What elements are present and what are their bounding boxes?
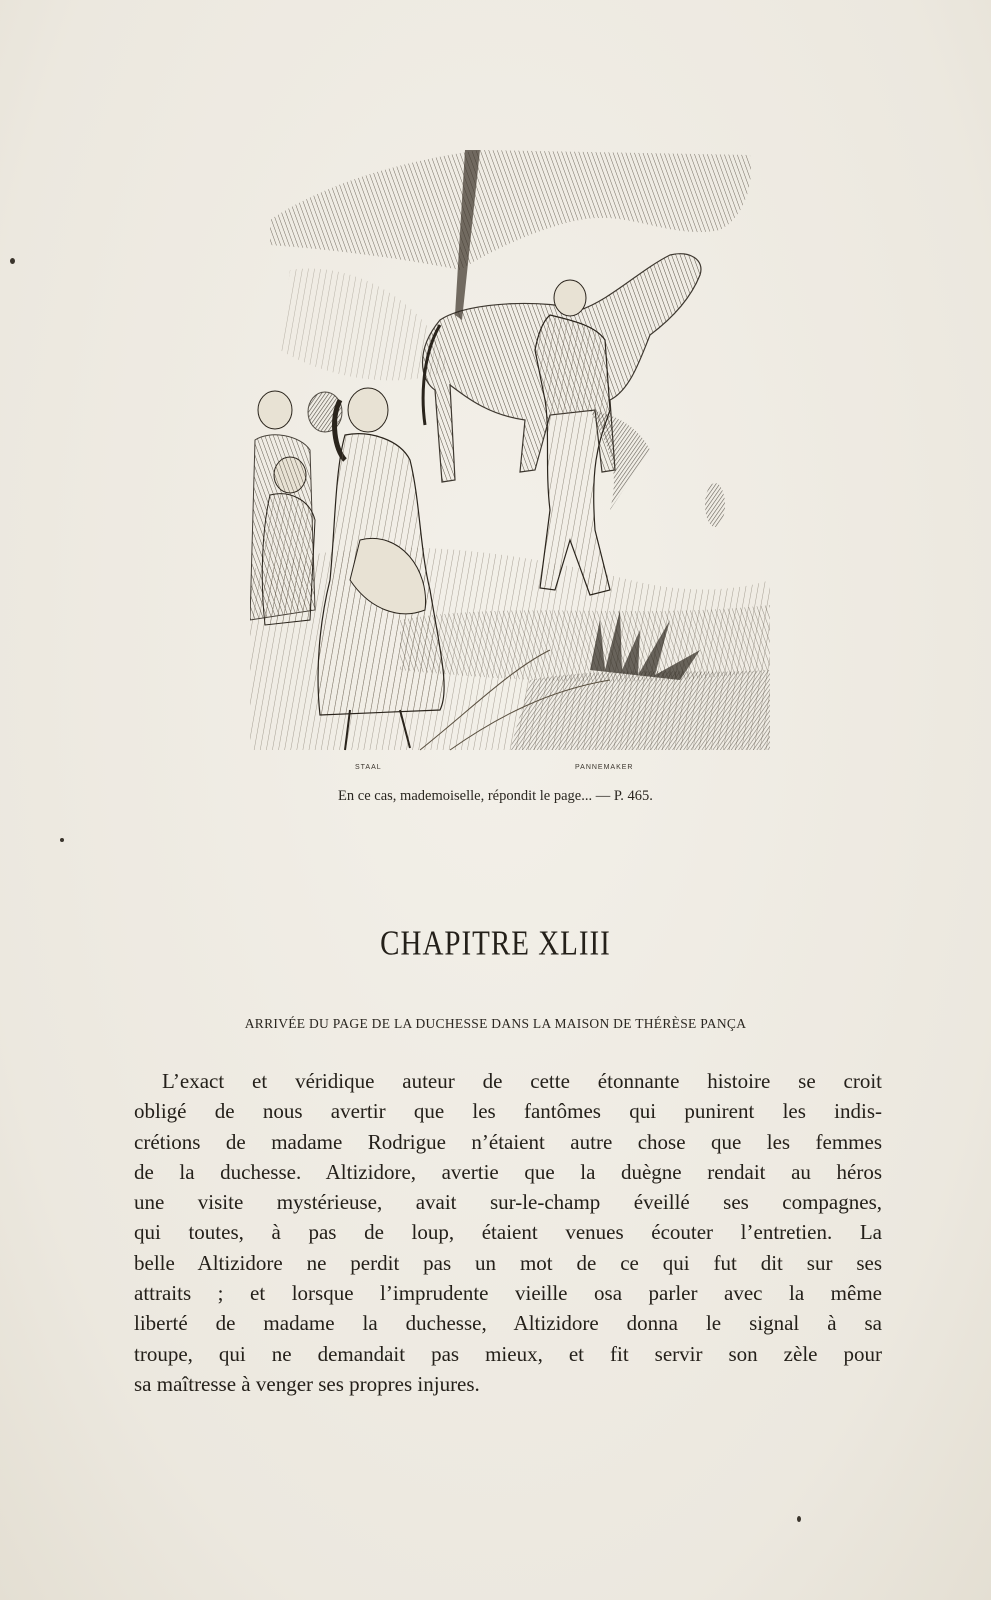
engraving-illustration [250,150,770,770]
paper-speck [60,838,64,842]
body-line: troupe, qui ne demandait pas mieux, et fit servir son zèle pour [134,1341,882,1366]
engraving-art [250,150,770,770]
paper-speck [797,1516,801,1522]
engraver-signature-right: PANNEMAKER [575,764,634,771]
body-line: obligé de nous avertir que les fantômes qui punirent les indis- [134,1099,882,1124]
chapter-title: CHAPITRE XLIII [380,924,611,964]
body-line: attraits ; et lorsque l’imprudente vieille osa parler avec la même [134,1281,882,1306]
chapter-subtitle: ARRIVÉE DU PAGE DE LA DUCHESSE DANS LA MAISON DE THÉRÈSE PANÇA [244,1016,747,1031]
body-line: liberté de madame la duchesse, Altizidore donna le signal à sa [134,1311,882,1336]
body-line: sa maîtresse à venger ses propres injures. [134,1371,480,1396]
body-line: de la duchesse. Altizidore, avertie que la duègne rendait au héros [134,1159,882,1184]
engraver-signature-left: STAAL [355,764,382,771]
body-line: L’exact et véridique auteur de cette étonnante histoire se croit [162,1069,882,1093]
body-line: qui toutes, à pas de loup, étaient venues écouter l’entretien. La [134,1220,882,1245]
body-line: crétions de madame Rodrigue n’étaient autre chose que les femmes [134,1129,882,1154]
illustration-caption: En ce cas, mademoiselle, répondit le page... — P. 465. [338,788,653,804]
chapter-body-paragraph [134,1066,882,1399]
paper-speck [10,258,15,264]
body-line: belle Altizidore ne perdit pas un mot de ce qui fut dit sur ses [134,1250,882,1275]
body-line: une visite mystérieuse, avait sur-le-champ éveillé ses compagnes, [134,1190,882,1215]
